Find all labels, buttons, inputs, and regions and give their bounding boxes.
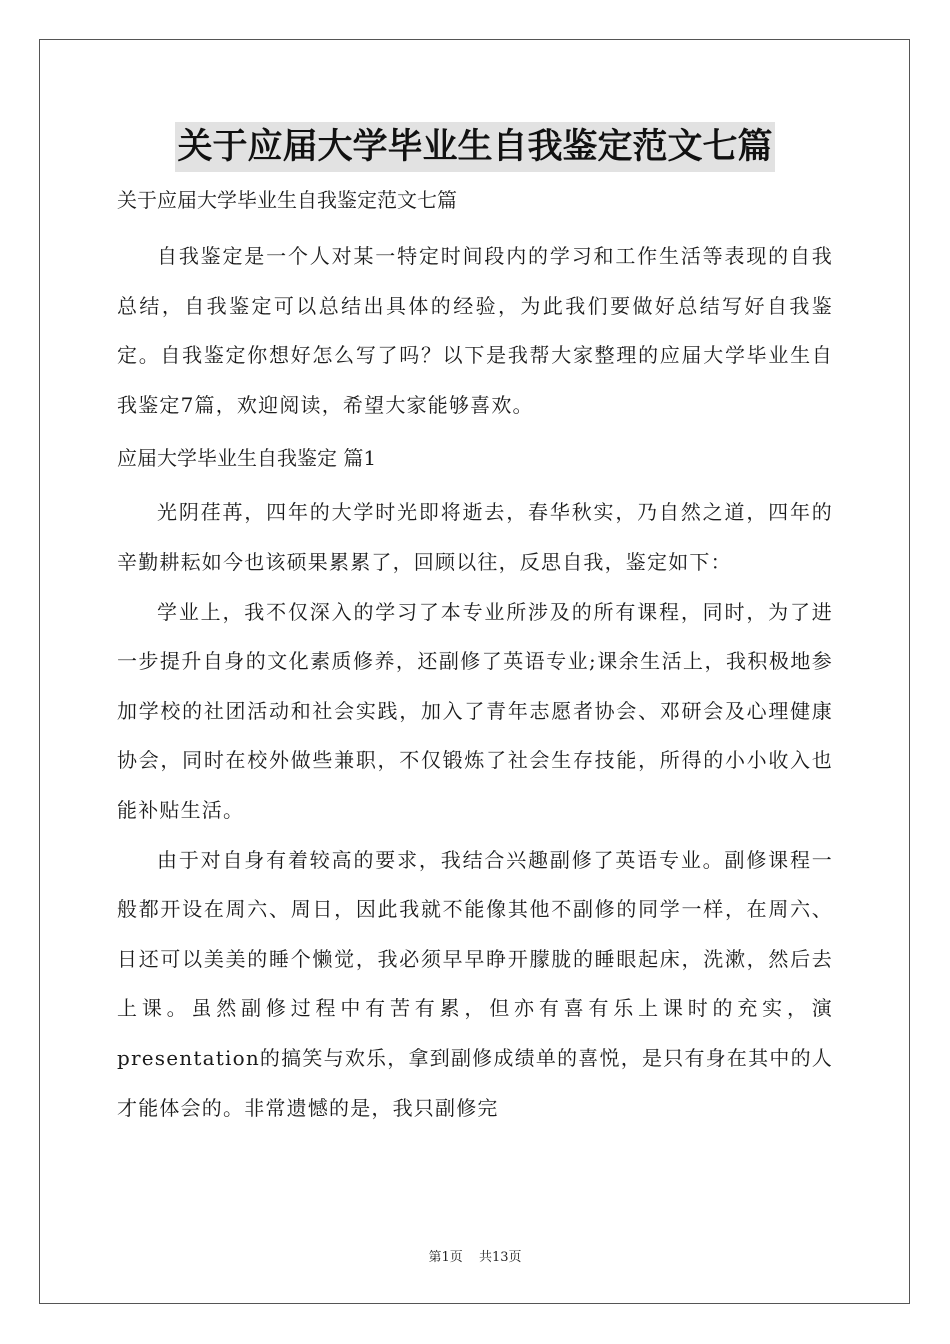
body-paragraph: 学业上，我不仅深入的学习了本专业所涉及的所有课程，同时，为了进一步提升自身的文化素质修养，还副修了英语专业;课余生活上，我积极地参加学校的社团活动和社会实践，加入了青年志愿者协会、邓研会及心理健康协会，同时在校外做些兼职，不仅锻炼了社会生存技能，所得的小小收入也能补贴生活。	[117, 599, 833, 822]
section-heading: 应届大学毕业生自我鉴定 篇1	[117, 446, 377, 471]
page-number: 第1页	[428, 1250, 463, 1265]
document-title-text: 关于应届大学毕业生自我鉴定范文七篇	[175, 122, 774, 172]
document-subtitle: 关于应届大学毕业生自我鉴定范文七篇	[117, 188, 457, 212]
intro-paragraph: 自我鉴定是一个人对某一特定时间段内的学习和工作生活等表现的自我总结，自我鉴定可以总结出具体的经验，为此我们要做好总结写好自我鉴定。自我鉴定你想好怎么写了吗？以下是我帮大家整理的应届大学毕业生自我鉴定7篇，欢迎阅读，希望大家能够喜欢。	[117, 244, 833, 417]
page-total: 共13页	[478, 1250, 522, 1265]
body-paragraph: 由于对自身有着较高的要求，我结合兴趣副修了英语专业。副修课程一般都开设在周六、周日，因此我就不能像其他不副修的同学一样，在周六、日还可以美美的睡个懒觉，我必须早早睁开朦胧的睡眼起床，洗漱，然后去上课。虽然副修过程中有苦有累，但亦有喜有乐上课时的充实，演presentation的搞笑与欢乐，拿到副修成绩单的喜悦，是只有身在其中的人才能体会的。非常遗憾的是，我只副修完	[117, 847, 833, 1120]
document-title	[0, 122, 950, 172]
body-paragraph: 光阴荏苒，四年的大学时光即将逝去，春华秋实，乃自然之道，四年的辛勤耕耘如今也该硕果累累了，回顾以往，反思自我，鉴定如下：	[117, 500, 833, 574]
document-body	[117, 176, 833, 1133]
page-footer	[0, 1246, 950, 1265]
